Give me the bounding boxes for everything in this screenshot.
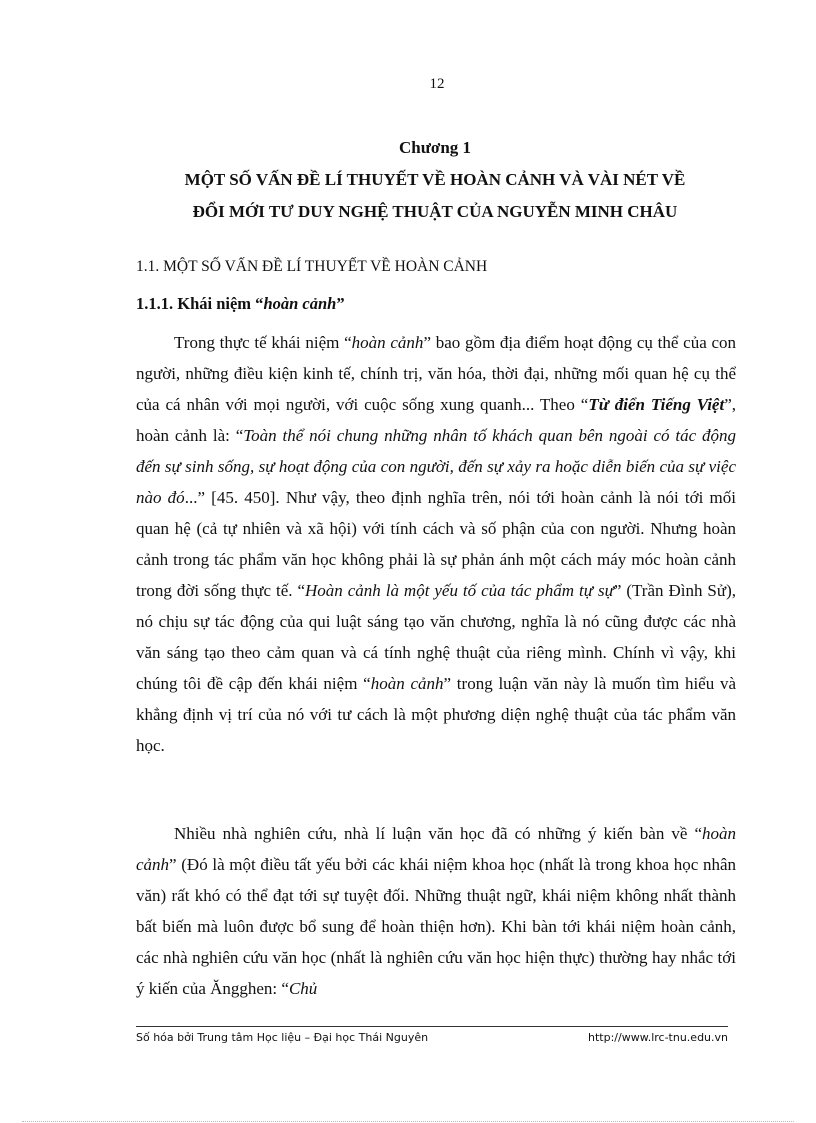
subsection-title-suffix: ” [336,294,345,313]
chapter-label: Chương 1 [398,138,472,157]
section-title: 1.1. MỘT SỐ VẤN ĐỀ LÍ THUYẾT VỀ HOÀN CẢNH [136,258,488,275]
text-run: ”, hoàn cảnh là: “ [136,395,736,445]
text-run: ” bao gồm địa điểm hoạt động cụ thể của con người, những điều kiện kinh tế, chính trị, văn hóa, thời đại, những mối quan hệ cụ thể của cá nhân với mọi người, với cuộc sống xung quanh... Theo “ [136,333,737,414]
footer-divider [136,1026,728,1027]
text-run: Trong thực tế khái niệm “ [174,333,352,352]
body-paragraph-2 [136,818,736,1004]
text-run: ...” [45. 450]. Như vậy, theo định nghĩa trên, nói tới hoàn cảnh là nói tới mối quan hệ (cả tự nhiên và xã hội) với tính cách và số phận của con người. Nhưng hoàn cảnh trong tác phẩm văn học không phải là sự phản ánh một cách máy móc hoàn cảnh trong đời sống thực tế. “ [136,488,736,600]
chapter-title-line-2: ĐỔI MỚI TƯ DUY NGHỆ THUẬT CỦA NGUYỄN MINH CHÂU [192,202,678,221]
italic-term: hoàn cảnh [351,333,424,352]
subsection-title-prefix: 1.1.1. Khái niệm “ [136,294,264,313]
text-run: ” (Trần Đình Sử), nó chịu sự tác động của qui luật sáng tạo văn chương, nghĩa là nó cũng được các nhà văn sáng tạo theo cảm quan và cá tính nghệ thuật của riêng mình. Chính vì vậy, khi chúng tôi đề cập đến khái niệm “ [136,581,736,693]
text-run: ” trong luận văn này là muốn tìm hiểu và khẳng định vị trí của nó với tư cách là một phương diện nghệ thuật của tác phẩm văn học. [136,674,737,755]
page-edge [22,1121,794,1122]
footer-url[interactable]: http://www.lrc-tnu.edu.vn [588,1031,728,1044]
text-run: Nhiều nhà nghiên cứu, nhà lí luận văn học đã có những ý kiến bàn về “ [174,824,702,843]
italic-term: hoàn cảnh [370,674,444,693]
dictionary-quote: Toàn thể nói chung những nhân tố khách quan bên ngoài có tác động đến sự sinh sống, sự hoạt động của con người, đến sự xảy ra hoặc diễn biến của sự việc nào đó [136,426,736,507]
subsection-title [136,294,345,314]
italic-term: Chủ [288,979,318,998]
italic-term: hoàn cảnh [136,824,736,874]
chapter-heading [120,132,750,228]
body-paragraph-1 [136,327,736,761]
page-number: 12 [429,76,445,92]
subsection-title-term: hoàn cảnh [263,294,337,313]
dictionary-title: Từ điển Tiếng Việt [588,395,725,414]
footer-source: Số hóa bởi Trung tâm Học liệu – Đại học Thái Nguyên [136,1031,429,1044]
chapter-title-line-1: MỘT SỐ VẤN ĐỀ LÍ THUYẾT VỀ HOÀN CẢNH VÀ VÀI NÉT VỀ [184,170,686,189]
text-run: ” (Đó là một điều tất yếu bởi các khái niệm khoa học (nhất là trong khoa học nhân văn) rất khó có thể đạt tới sự tuyệt đối. Những thuật ngữ, khái niệm không nhất thành bất biến mà luôn được bổ sung để hoàn thiện hơn). Khi bàn tới khái niệm hoàn cảnh, các nhà nghiên cứu văn học (nhất là nghiên cứu văn học hiện thực) thường hay nhắc tới ý kiến của Ăngghen: “ [136,855,736,998]
quote-tran-dinh-su: Hoàn cảnh là một yếu tố của tác phẩm tự sự [305,581,614,600]
